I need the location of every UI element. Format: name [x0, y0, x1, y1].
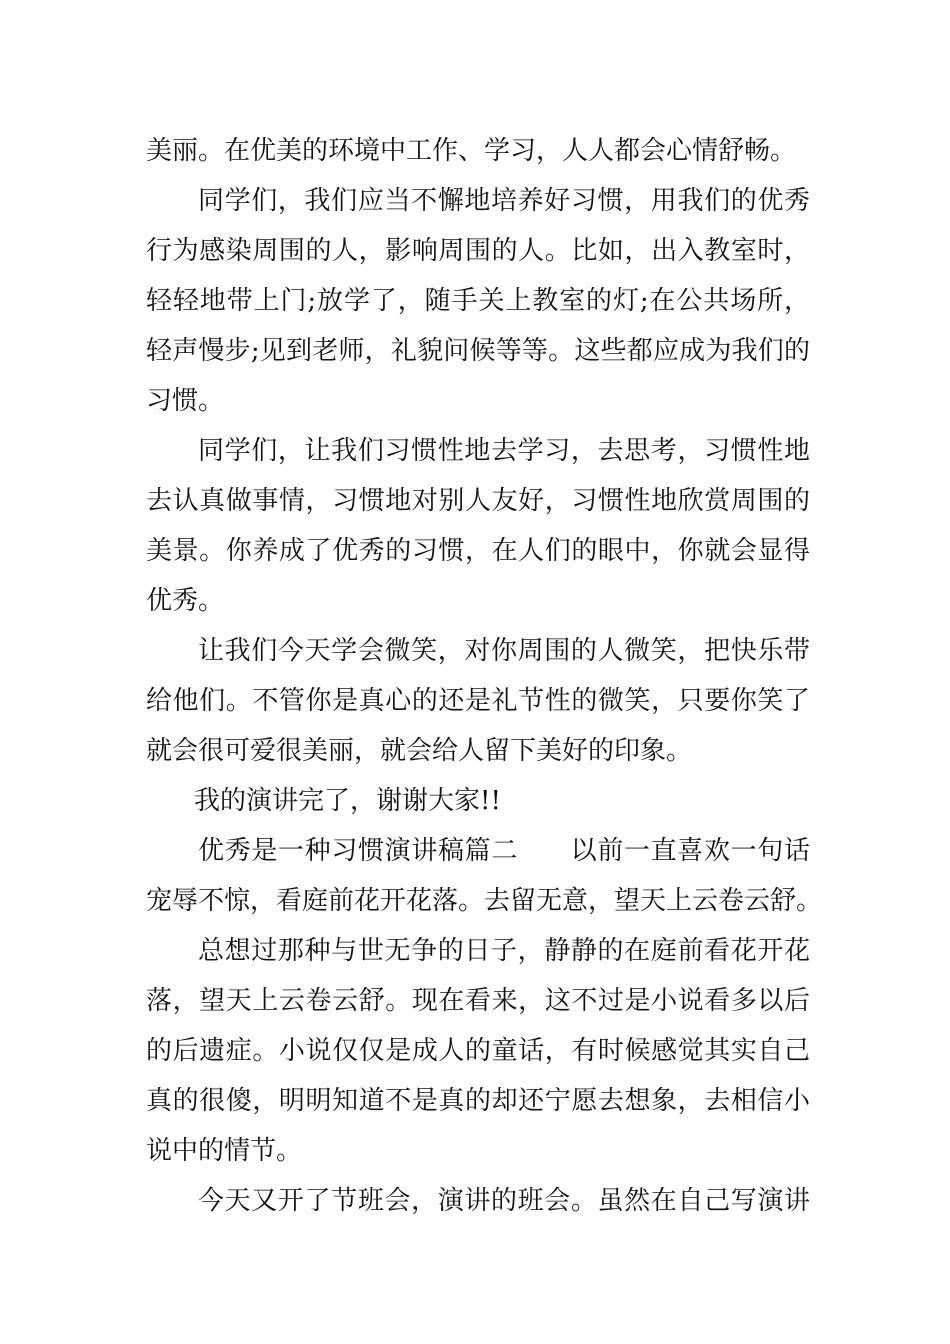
text-line: 我的演讲完了，谢谢大家!! [194, 786, 501, 816]
text-line: 今天又开了节班会，演讲的班会。虽然在自己写演讲 [198, 1186, 810, 1216]
text-line: 美景。你养成了优秀的习惯，在人们的眼中，你就会显得 [146, 536, 810, 566]
text-line: 说中的情节。 [146, 1136, 303, 1166]
text-line: 真的很傻，明明知道不是真的却还宁愿去想象，去相信小 [146, 1086, 810, 1116]
heading-line [146, 826, 810, 876]
text-line: 宠辱不惊，看庭前花开花落。去留无意，望天上云卷云舒。 [146, 886, 823, 916]
document-body [146, 126, 823, 1226]
text-line: 行为感染周围的人，影响周围的人。比如，出入教室时， [146, 236, 810, 266]
text-line: 总想过那种与世无争的日子，静静的在庭前看花开花 [198, 936, 810, 966]
text-line: 优秀。 [146, 586, 225, 616]
text-line: 轻轻地带上门;放学了，随手关上教室的灯;在公共场所， [146, 286, 810, 316]
text-line: 就会很可爱很美丽，就会给人留下美好的印象。 [146, 736, 693, 766]
text-line: 落，望天上云卷云舒。现在看来，这不过是小说看多以后 [146, 986, 810, 1016]
text-line: 的后遗症。小说仅仅是成人的童话，有时候感觉其实自己 [146, 1036, 810, 1066]
section-heading: 优秀是一种习惯演讲稿篇二 [198, 836, 518, 866]
text-segment: 以前一直喜欢一句话 [569, 836, 810, 866]
text-line: 同学们，让我们习惯性地去学习，去思考，习惯性地 [198, 436, 810, 466]
text-line: 让我们今天学会微笑，对你周围的人微笑，把快乐带 [198, 636, 810, 666]
text-line: 习惯。 [146, 386, 225, 416]
text-line: 去认真做事情，习惯地对别人友好，习惯性地欣赏周围的 [146, 486, 810, 516]
text-line: 美丽。在优美的环境中工作、学习，人人都会心情舒畅。 [146, 136, 797, 166]
text-line: 同学们，我们应当不懈地培养好习惯，用我们的优秀 [198, 186, 810, 216]
text-line: 给他们。不管你是真心的还是礼节性的微笑，只要你笑了 [146, 686, 810, 716]
text-line: 轻声慢步;见到老师，礼貌问候等等。这些都应成为我们的 [146, 336, 810, 366]
